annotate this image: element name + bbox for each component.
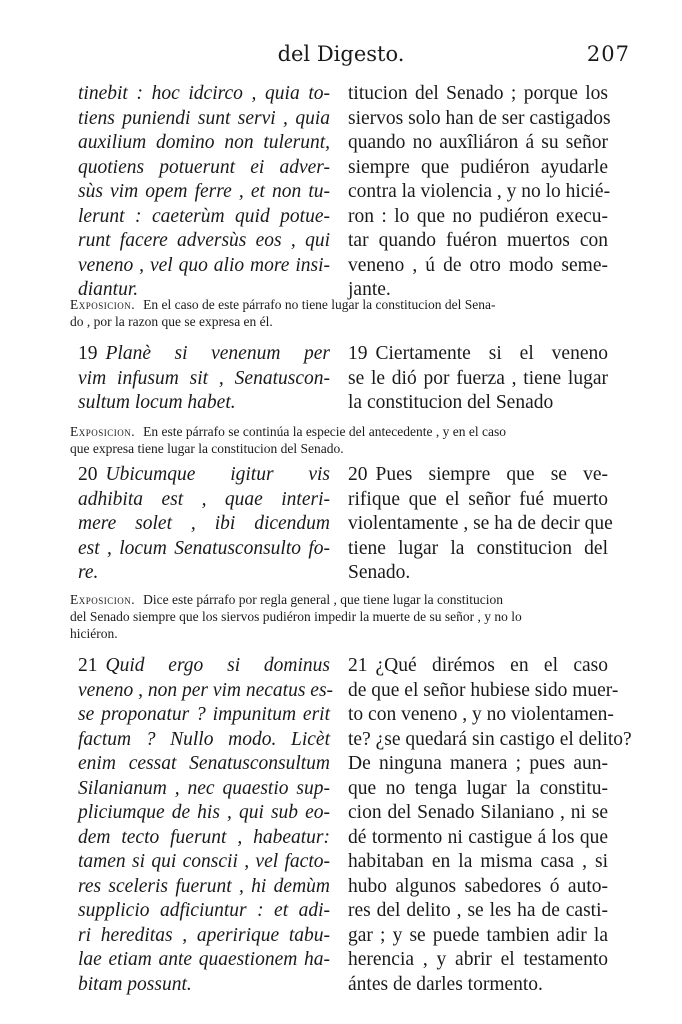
- spanish-line: titucion del Senado ; porque los: [348, 83, 608, 104]
- spanish-line: de que el señor hubiese sido muer-: [348, 679, 619, 701]
- spanish-line: Pues siempre que se ve-: [375, 464, 608, 485]
- paragraph-number: 21: [348, 655, 368, 676]
- latin-paragraph-21: [78, 654, 334, 997]
- spanish-line: to con veneno , y no violentamen-: [348, 704, 614, 725]
- spanish-line: violentamente , se ha de decir que: [348, 513, 613, 534]
- latin-line: res sceleris fuerunt , hi demùm: [78, 875, 330, 897]
- exposition-note: [70, 296, 610, 330]
- latin-line: se proponatur ? impunitum erit: [78, 704, 330, 725]
- spanish-line: res del delito , se les ha de casti-: [348, 900, 608, 921]
- latin-line: tamen si qui conscii , vel facto-: [78, 851, 330, 872]
- latin-line: ri hereditas , aperirique tabu-: [78, 924, 330, 946]
- spanish-line: dé tormento ni castigue á los que: [348, 826, 608, 848]
- latin-line: est , locum Senatusconsulto fo-: [78, 537, 330, 559]
- spanish-line: rifique que el señor fué muerto: [348, 488, 608, 510]
- exposition-label: Exposicion.: [70, 297, 136, 312]
- exposition-label: Exposicion.: [70, 424, 136, 439]
- spanish-line: quando no auxîliáron á su señor: [348, 132, 608, 153]
- latin-line: dem tecto fuerunt , habeatur:: [78, 826, 330, 848]
- latin-line: mere solet , ibi dicendum: [78, 513, 330, 534]
- latin-line: pliciumque de his , qui sub eo-: [78, 802, 330, 823]
- exposition-note: [70, 423, 610, 457]
- spanish-line: ántes de darles tormento.: [348, 973, 543, 995]
- spanish-line: De ninguna manera ; pues aun-: [348, 753, 608, 774]
- spanish-line: veneno , ú de otro modo seme-: [348, 254, 608, 276]
- spanish-line: cion del Senado Silaniano , ni se: [348, 802, 608, 823]
- exposition-text: del Senado siempre que los siervos pudiéron impedir la muerte de su señor , y no lo: [70, 609, 522, 624]
- spanish-line: habitaban en la misma casa , si: [348, 851, 608, 872]
- paragraph-number: 21: [78, 655, 98, 676]
- latin-line: Ubicumque igitur vis: [105, 464, 330, 485]
- latin-line: runt facere adversùs eos , qui: [78, 230, 330, 251]
- spanish-line: Ciertamente si el veneno: [375, 343, 608, 364]
- spanish-paragraph-21: [348, 654, 632, 997]
- latin-line: auxilium domino non tulerunt,: [78, 132, 330, 153]
- paragraph-number: 20: [348, 464, 368, 485]
- latin-line: tiens puniendi sunt servi , quia: [78, 107, 330, 129]
- latin-line: bitam possunt.: [78, 973, 192, 995]
- spanish-line: siempre que pudiéron ayudarle: [348, 156, 608, 178]
- exposition-text: En el caso de este párrafo no tiene lugar la constitucion del Sena-: [143, 297, 496, 312]
- exposition-text: hiciéron.: [70, 626, 118, 641]
- spanish-line: tiene lugar la constitucion del: [348, 537, 608, 559]
- latin-line: enim cessat Senatusconsultum: [78, 753, 330, 774]
- latin-line: re.: [78, 562, 99, 583]
- latin-line: sùs vim opem ferre , et non tu-: [78, 181, 330, 202]
- latin-line: quotiens potuerunt ei adver-: [78, 156, 330, 178]
- latin-line: veneno , non per vim necatus es-: [78, 679, 334, 701]
- spanish-line: ron : lo que no pudiéron execu-: [348, 205, 608, 227]
- paragraph-number: 19: [78, 343, 98, 364]
- latin-paragraph-19: [78, 342, 330, 416]
- exposition-text: En este párrafo se continúa la especie del antecedente , y en el caso: [143, 424, 506, 439]
- exposition-label: Exposicion.: [70, 592, 136, 607]
- latin-line: veneno , vel quo alio more insi-: [78, 254, 330, 276]
- paragraph-number: 20: [78, 464, 98, 485]
- spanish-line: se le dió por fuerza , tiene lugar: [348, 367, 608, 389]
- spanish-line: tar quando fuéron muertos con: [348, 230, 608, 251]
- spanish-line: la constitucion del Senado: [348, 392, 554, 413]
- spanish-paragraph-20: [348, 463, 613, 586]
- running-title: del Digesto.: [277, 42, 405, 66]
- spanish-line: herencia , y abrir el testamento: [348, 949, 608, 970]
- latin-line: adhibita est , quae interi-: [78, 488, 330, 510]
- exposition-note: [70, 591, 610, 642]
- spanish-line: Senado.: [348, 562, 411, 583]
- spanish-text-continuation: [348, 82, 611, 303]
- exposition-text: Dice este párrafo por regla general , que tiene lugar la constitucion: [143, 592, 503, 607]
- latin-line: Silanianum , nec quaestio sup-: [78, 777, 330, 799]
- latin-line: lae etiam ante quaestionem ha-: [78, 949, 330, 970]
- latin-line: Planè si venenum per: [105, 343, 330, 364]
- spanish-line: que no tenga lugar la constitu-: [348, 777, 608, 799]
- spanish-line: hubo algunos sabedores ó auto-: [348, 875, 608, 897]
- page-header: [0, 42, 682, 72]
- spanish-line: contra la violencia , y no lo hicié-: [348, 181, 611, 202]
- spanish-line: siervos solo han de ser castigados: [348, 107, 611, 129]
- spanish-line: jante.: [348, 279, 391, 300]
- latin-line: vim infusum sit , Senatuscon-: [78, 367, 330, 389]
- paragraph-number: 19: [348, 343, 368, 364]
- spanish-line: ¿Qué dirémos en el caso: [375, 655, 608, 676]
- latin-text-continuation: [78, 82, 330, 303]
- latin-line: tinebit : hoc idcirco , quia to-: [78, 83, 330, 104]
- page-number: 207: [586, 42, 630, 66]
- spanish-line: gar ; y se puede tambien adir la: [348, 924, 608, 946]
- latin-line: Quid ergo si dominus: [105, 655, 330, 676]
- latin-line: diantur.: [78, 279, 139, 300]
- latin-line: sultum locum habet.: [78, 392, 236, 413]
- latin-line: factum ? Nullo modo. Licèt: [78, 728, 330, 750]
- exposition-text: do , por la razon que se expresa en él.: [70, 314, 273, 329]
- spanish-paragraph-19: [348, 342, 608, 416]
- exposition-text: que expresa tiene lugar la constitucion del Senado.: [70, 441, 344, 456]
- latin-line: lerunt : caeterùm quid potue-: [78, 205, 330, 227]
- spanish-line: te? ¿se quedará sin castigo el delito?: [348, 728, 632, 750]
- latin-line: supplicio adficiuntur : et adi-: [78, 900, 330, 921]
- latin-paragraph-20: [78, 463, 330, 586]
